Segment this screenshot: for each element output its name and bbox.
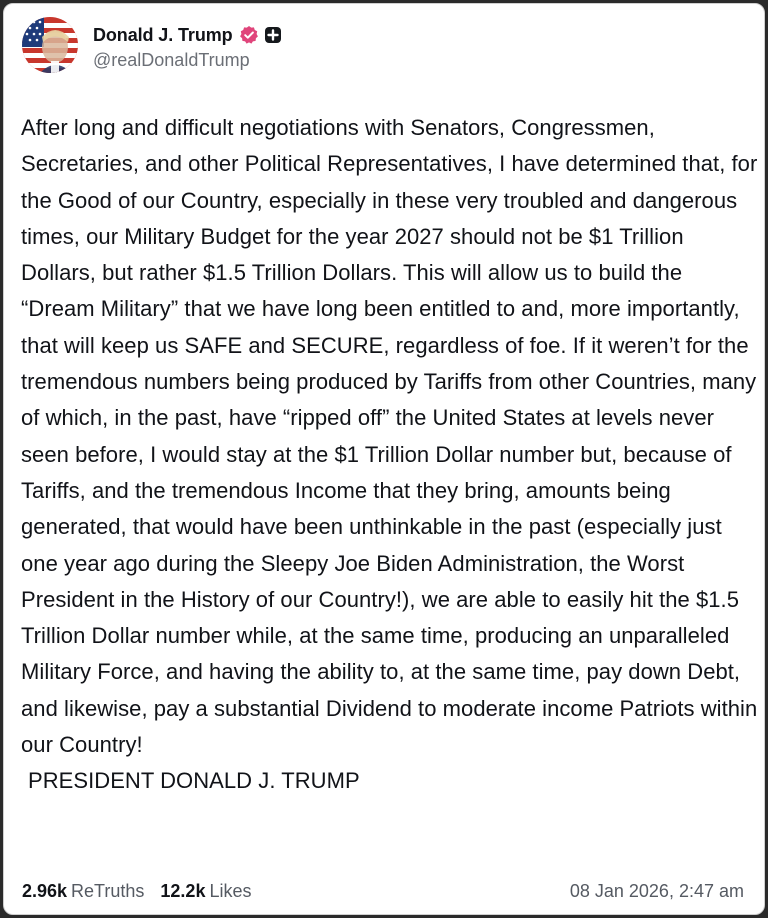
post-signature: PRESIDENT DONALD J. TRUMP (28, 768, 360, 794)
post-timestamp[interactable]: 08 Jan 2026, 2:47 am (569, 881, 744, 901)
retruths-stat[interactable] (22, 881, 144, 902)
plus-badge-icon (264, 26, 282, 44)
display-name[interactable]: Donald J. Trump (93, 24, 233, 45)
flag-portrait-avatar-icon (22, 17, 78, 73)
author-handle[interactable]: @realDonaldTrump (93, 50, 250, 70)
post-footer (22, 881, 744, 902)
name-row (93, 23, 282, 47)
likes-label: Likes (209, 881, 252, 901)
retruths-count: 2.96k (22, 881, 68, 901)
post-body (21, 110, 761, 800)
likes-stat[interactable] (160, 881, 251, 902)
post-header (22, 17, 282, 73)
verified-badge-icon (239, 25, 259, 45)
post-text: After long and difficult negotiations with Senators, Congressmen, Secretaries, and other Political Representatives, I have determined that, for the Good of our Country, especially in these very troubled and dangerous times, our Military Budget for the year 2027 should not be $1 Trillion Dollars, but rather $1.5 Trillion Dollars. This will allow us to build the “Dream Military” that we have long been entitled to and, more importantly, that will keep us SAFE and SECURE, regardless of foe. If it weren’t for the tremendous numbers being produced by Tariffs from other Countries, many of which, in the past, have “ripped off” the United States at levels never seen before, I would stay at the $1 Trillion Dollar number but, because of Tariffs, and the tremendous Income that they bring, amounts being generated, that would have been unthinkable in the past (especially just one year ago during the Sleepy Joe Biden Administration, the Worst President in the History of our Country!), we are able to easily hit the $1.5 Trillion Dollar number while, at the same time, producing an unparalleled Military Force, and having the ability to, at the same time, pay down Debt, and likewise, pay a substantial Dividend to moderate income Patriots within our Country! (21, 115, 758, 758)
avatar[interactable] (22, 17, 78, 73)
retruths-label: ReTruths (71, 881, 145, 901)
author-info (93, 17, 282, 71)
likes-count: 12.2k (160, 881, 206, 901)
post-card (3, 3, 765, 915)
